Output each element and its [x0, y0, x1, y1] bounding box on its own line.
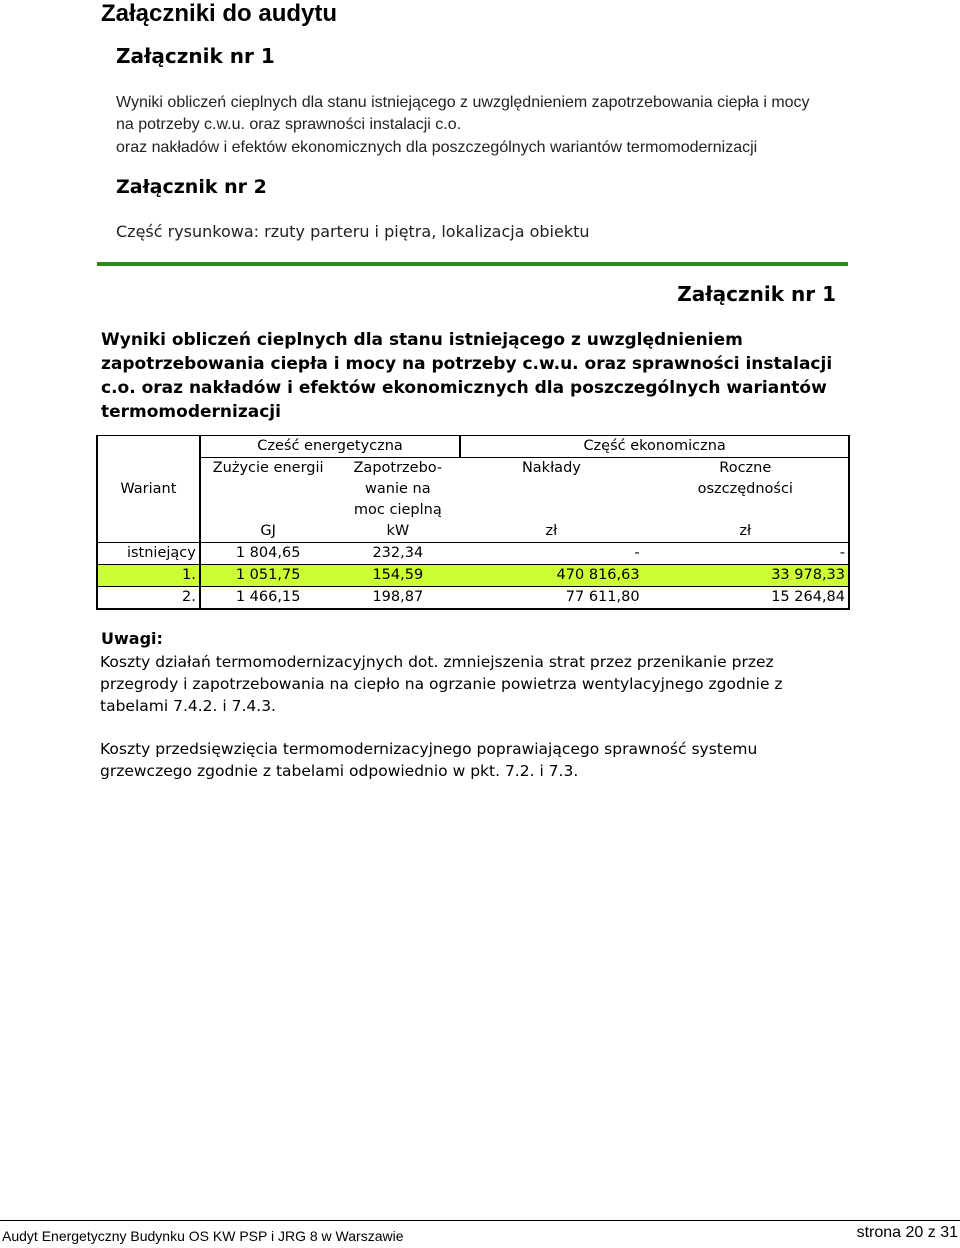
heat-demand-header-l3: moc cieplną — [353, 502, 442, 518]
heat-demand-header-l2: wanie na — [365, 481, 431, 497]
notes-paragraph-2: Koszty przedsięwzięcia termomodernizacyjnego poprawiającego sprawność systemu grzewczego zgodnie z tabelami odpowiednio w pkt. 7.2. i 7.3. — [100, 740, 758, 780]
unit-energy: GJ — [200, 521, 336, 543]
footer-document-title: Audyt Energetyczny Budynku OS KW PSP i JRG 8 w Warszawie — [2, 1228, 404, 1244]
attachment2-description: Część rysunkowa: rzuty parteru i piętra, lokalizacja obiektu — [116, 222, 590, 241]
footer-page-number: strona 20 z 31 — [856, 1224, 958, 1241]
variant-header: Wariant — [97, 458, 200, 522]
row-savings: 15 264,84 — [643, 587, 849, 610]
section-divider — [97, 262, 848, 266]
energy-use-header: Zużycie energii — [212, 460, 324, 476]
section-heading: Wyniki obliczeń cieplnych dla stanu istniejącego z uwzględnieniem zapotrzebowania ciepła i mocy na potrzeby c.w.u. oraz sprawności instalacji c.o. oraz nakładów i efektów ekonomicznych dla poszczególnych wariantów termomodernizacji — [101, 330, 833, 422]
savings-header-l2: oszczędności — [643, 479, 849, 500]
table-units-row — [97, 521, 849, 543]
energy-part-header: Cześć energetyczna — [200, 436, 460, 458]
results-table — [96, 435, 850, 610]
row-outlays: - — [460, 543, 642, 565]
row-power: 232,34 — [335, 543, 460, 565]
table-row — [97, 587, 849, 610]
table-row — [97, 543, 849, 565]
row-savings: 33 978,33 — [643, 565, 849, 587]
footer-divider — [0, 1220, 960, 1221]
attachment1-description-line1: Wyniki obliczeń cieplnych dla stanu istniejącego z uwzględnieniem zapotrzebowania ciepła i mocy na potrzeby c.w.u. oraz sprawności instalacji c.o. — [116, 94, 810, 133]
table-subheader-row — [97, 500, 849, 521]
attachment1-description-line2: oraz nakładów i efektów ekonomicznych dla poszczególnych wariantów termomodernizacji — [116, 139, 758, 156]
table-header-row — [97, 436, 849, 458]
row-outlays: 470 816,63 — [460, 565, 642, 587]
section-attachment-label: Załącznik nr 1 — [677, 282, 836, 306]
economic-part-header: Część ekonomiczna — [460, 436, 849, 458]
notes-title: Uwagi: — [101, 629, 163, 648]
savings-header-l1: Roczne — [643, 458, 849, 480]
attachment2-title: Załącznik nr 2 — [116, 176, 267, 198]
outlays-header: Nakłady — [521, 460, 581, 476]
heat-demand-header-l1: Zapotrzebo- — [353, 460, 443, 476]
row-variant: 2. — [97, 587, 200, 610]
row-variant: istniejący — [97, 543, 200, 565]
row-energy: 1 804,65 — [200, 543, 336, 565]
attachment1-title: Załącznik nr 1 — [116, 44, 275, 68]
table-subheader-row — [97, 458, 849, 480]
row-variant: 1. — [97, 565, 200, 587]
table-row — [97, 565, 849, 587]
row-power: 154,59 — [335, 565, 460, 587]
row-energy: 1 051,75 — [200, 565, 336, 587]
row-power: 198,87 — [335, 587, 460, 610]
row-energy: 1 466,15 — [200, 587, 336, 610]
row-outlays: 77 611,80 — [460, 587, 642, 610]
table-subheader-row — [97, 479, 849, 500]
unit-outlays: zł — [460, 521, 642, 543]
notes-paragraph-1: Koszty działań termomodernizacyjnych dot. zmniejszenia strat przez przenikanie przez przegrody i zapotrzebowania na ciepło na ogrzanie powietrza wentylacyjnego zgodnie z tabelami 7.4.2. i 7.4.3. — [100, 653, 783, 715]
row-savings: - — [643, 543, 849, 565]
unit-savings: zł — [643, 521, 849, 543]
document-title: Załączniki do audytu — [101, 0, 338, 27]
unit-power: kW — [335, 521, 460, 543]
